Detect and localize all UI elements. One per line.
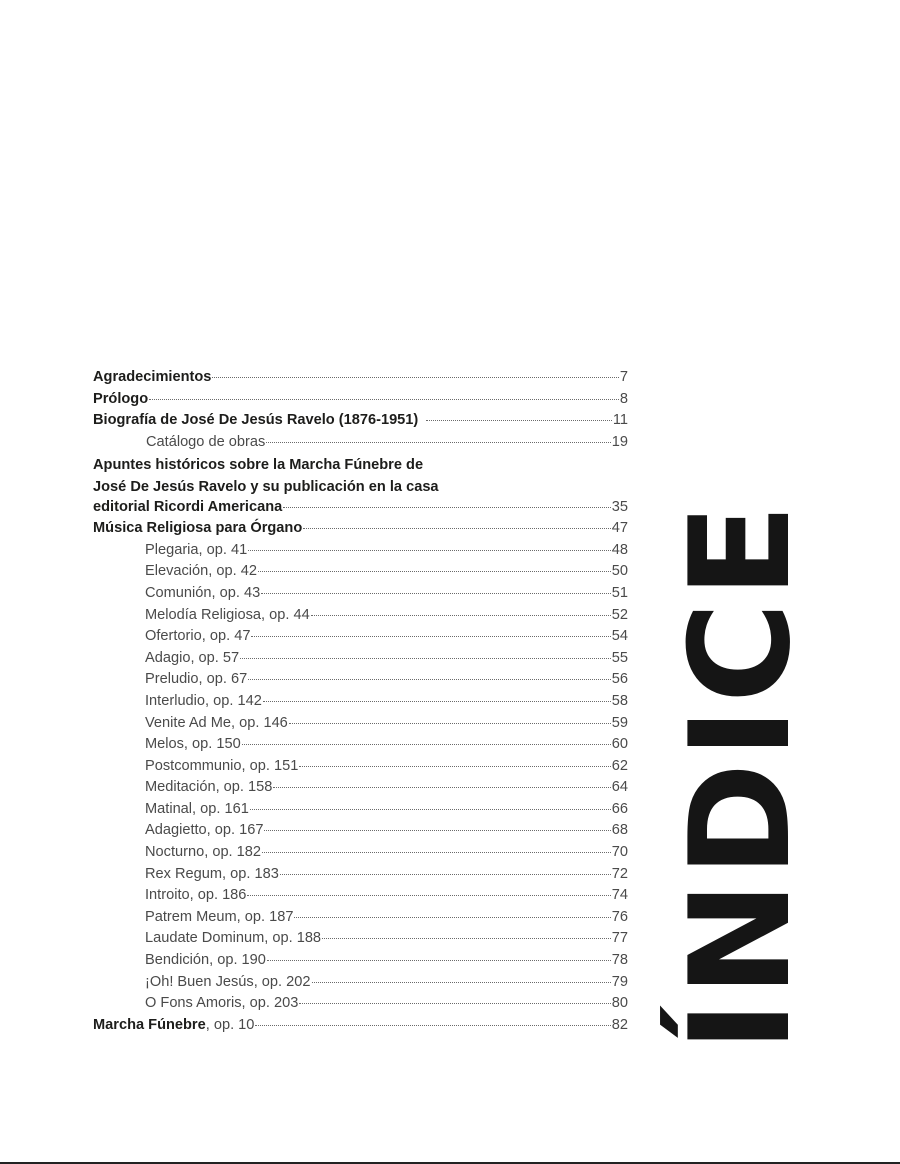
toc-entry-title: Comunión, op. 43 xyxy=(145,584,261,601)
toc-entry-title: Prólogo xyxy=(93,390,149,407)
toc-entry-work[interactable] xyxy=(93,822,628,844)
toc-entry-page: 35 xyxy=(611,498,628,515)
toc-entry-page: 82 xyxy=(611,1016,628,1033)
dot-leader xyxy=(263,701,611,702)
toc-entry-title: Introito, op. 186 xyxy=(145,887,247,904)
dot-leader xyxy=(280,874,611,875)
toc-entry-title: Biografía de José De Jesús Ravelo (1876-1951) xyxy=(93,412,419,429)
toc-entry-work[interactable] xyxy=(93,801,628,823)
toc-entry-work[interactable] xyxy=(93,930,628,952)
table-of-contents xyxy=(93,369,628,1038)
dot-leader xyxy=(149,399,619,400)
toc-entry-title: Plegaria, op. 41 xyxy=(145,541,248,558)
toc-entry-work[interactable] xyxy=(93,715,628,737)
dot-leader xyxy=(322,938,611,939)
dot-leader xyxy=(283,507,611,508)
toc-entry-title: Matinal, op. 161 xyxy=(145,800,249,817)
toc-entry-page: 56 xyxy=(611,671,628,688)
toc-entry-work[interactable] xyxy=(93,909,628,931)
toc-entry-title-line: Apuntes históricos sobre la Marcha Fúnebre de xyxy=(93,457,424,474)
dot-leader xyxy=(426,420,612,421)
toc-entry-work[interactable] xyxy=(93,974,628,996)
toc-entry-title: ¡Oh! Buen Jesús, op. 202 xyxy=(145,973,311,990)
dot-leader xyxy=(248,679,611,680)
toc-entry-title: Venite Ad Me, op. 146 xyxy=(145,714,288,731)
toc-entry-page: 11 xyxy=(612,412,628,429)
dot-leader xyxy=(258,571,611,572)
dot-leader xyxy=(250,809,611,810)
toc-entry-title: Patrem Meum, op. 187 xyxy=(145,908,294,925)
page-title: ÍNDICE xyxy=(660,499,821,1052)
toc-entry-title: Preludio, op. 67 xyxy=(145,671,248,688)
toc-entry-page: 47 xyxy=(611,520,628,537)
dot-leader xyxy=(273,787,610,788)
toc-entry-page: 52 xyxy=(611,606,628,623)
toc-entry-page: 74 xyxy=(611,887,628,904)
toc-entry-title: Laudate Dominum, op. 188 xyxy=(145,930,322,947)
dot-leader xyxy=(240,658,611,659)
toc-entry-work[interactable] xyxy=(93,779,628,801)
toc-entry-title: Ofertorio, op. 47 xyxy=(145,628,251,645)
toc-entry-work[interactable] xyxy=(93,693,628,715)
toc-entry-title-main: Marcha Fúnebre xyxy=(93,1016,206,1033)
toc-entry-title: Adagietto, op. 167 xyxy=(145,822,264,839)
dot-leader xyxy=(261,593,611,594)
toc-entry-page: 8 xyxy=(619,390,628,407)
dot-leader xyxy=(242,744,611,745)
toc-entry-title: Meditación, op. 158 xyxy=(145,779,273,796)
dot-leader xyxy=(303,528,611,529)
toc-entry-title-suffix: , op. 10 xyxy=(205,1016,255,1033)
toc-entry-page: 59 xyxy=(611,714,628,731)
toc-entry-work[interactable] xyxy=(93,736,628,758)
toc-entry-work[interactable] xyxy=(93,585,628,607)
toc-entry-title: Catálogo de obras xyxy=(146,433,266,450)
toc-entry-page: 54 xyxy=(611,628,628,645)
toc-entry-title: Adagio, op. 57 xyxy=(145,649,240,666)
toc-entry-title: Música Religiosa para Órgano xyxy=(93,520,303,537)
dot-leader xyxy=(289,723,611,724)
toc-entry-work[interactable] xyxy=(93,844,628,866)
toc-entry-work[interactable] xyxy=(93,866,628,888)
toc-entry-title: Agradecimientos xyxy=(93,369,212,385)
toc-entry-work[interactable] xyxy=(93,542,628,564)
toc-entry-page: 72 xyxy=(611,865,628,882)
toc-entry-page: 80 xyxy=(611,995,628,1012)
toc-entry-title: O Fons Amoris, op. 203 xyxy=(145,995,299,1012)
toc-entry-page: 58 xyxy=(611,692,628,709)
dot-leader xyxy=(264,830,610,831)
toc-entry-page: 51 xyxy=(611,584,628,601)
toc-entry-page: 79 xyxy=(611,973,628,990)
toc-entry-page: 76 xyxy=(611,908,628,925)
toc-entry-page: 70 xyxy=(611,844,628,861)
toc-entry-title: Rex Regum, op. 183 xyxy=(145,865,279,882)
dot-leader xyxy=(262,852,611,853)
toc-entry-page: 78 xyxy=(611,952,628,969)
toc-entry-work[interactable] xyxy=(93,650,628,672)
toc-entry-page: 19 xyxy=(611,433,628,450)
dot-leader xyxy=(299,1003,610,1004)
toc-entry-apuntes[interactable] xyxy=(93,455,628,520)
toc-entry-page: 60 xyxy=(611,736,628,753)
toc-entry-title-line: editorial Ricordi Americana xyxy=(93,498,283,515)
toc-entry-work[interactable] xyxy=(93,952,628,974)
toc-entry-page: 64 xyxy=(611,779,628,796)
toc-entry-musica-religiosa[interactable] xyxy=(93,520,628,542)
toc-entry-page: 7 xyxy=(619,369,628,385)
toc-entry-page: 77 xyxy=(611,930,628,947)
toc-entry-marcha-funebre[interactable] xyxy=(93,1017,628,1039)
toc-entry-prologo[interactable] xyxy=(93,391,628,413)
toc-entry-work[interactable] xyxy=(93,887,628,909)
toc-entry-title: Postcommunio, op. 151 xyxy=(145,757,299,774)
toc-entry-title: Elevación, op. 42 xyxy=(145,563,257,580)
toc-entry-page: 50 xyxy=(611,563,628,580)
toc-entry-page: 55 xyxy=(611,649,628,666)
toc-entry-page: 68 xyxy=(611,822,628,839)
toc-entry-work[interactable] xyxy=(93,671,628,693)
toc-entry-page: 48 xyxy=(611,541,628,558)
toc-entry-title: Melodía Religiosa, op. 44 xyxy=(145,606,310,623)
dot-leader xyxy=(266,442,611,443)
toc-entry-page: 66 xyxy=(611,800,628,817)
dot-leader xyxy=(299,766,610,767)
dot-leader xyxy=(267,960,611,961)
toc-entry-title: Melos, op. 150 xyxy=(145,736,241,753)
toc-entry-work[interactable] xyxy=(93,607,628,629)
toc-entry-work[interactable] xyxy=(93,563,628,585)
dot-leader xyxy=(212,377,618,378)
toc-entry-work[interactable] xyxy=(93,995,628,1017)
dot-leader xyxy=(247,895,610,896)
dot-leader xyxy=(312,982,611,983)
toc-entry-title: Nocturno, op. 182 xyxy=(145,844,262,861)
toc-entry-last-line xyxy=(93,499,628,521)
toc-entry-work[interactable] xyxy=(93,628,628,650)
toc-entry-biografia[interactable] xyxy=(93,412,628,434)
toc-entry-agradecimientos[interactable] xyxy=(93,369,628,391)
toc-entry-title xyxy=(93,1017,254,1033)
toc-entry-title: Bendición, op. 190 xyxy=(145,952,266,969)
toc-entry-title: Interludio, op. 142 xyxy=(145,692,262,709)
dot-leader xyxy=(251,636,610,637)
dot-leader xyxy=(255,1025,610,1026)
works-list xyxy=(93,542,628,1017)
dot-leader xyxy=(311,615,611,616)
toc-entry-catalogo[interactable] xyxy=(93,434,628,456)
dot-leader xyxy=(294,917,610,918)
toc-entry-work[interactable] xyxy=(93,758,628,780)
dot-leader xyxy=(248,550,611,551)
toc-entry-page: 62 xyxy=(611,757,628,774)
toc-entry-title-line: José De Jesús Ravelo y su publicación en la casa xyxy=(93,478,439,495)
